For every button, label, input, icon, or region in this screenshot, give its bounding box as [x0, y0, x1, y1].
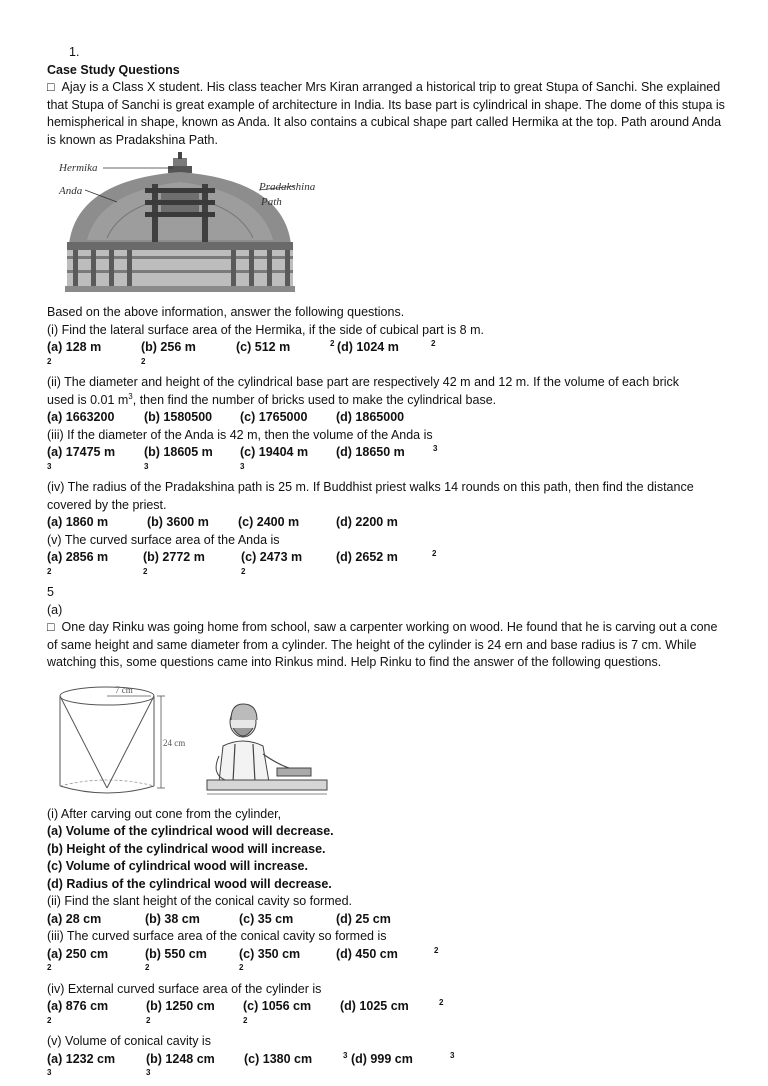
passage-text: Ajay is a Class X student. His class teacher Mrs Kiran arranged a historical trip to great Stupa of Sanchi. She explained that Stupa of Sanchi is great example of architecture in India. Its base part is cylindrical in shape. The dome of this stupa is hemispherical in shape, known as Anda. It also contains a cubical shape part called Hermika at the top. Path around Anda is known as Pradakshina Path.	[47, 80, 725, 147]
option-d: (d) 1025 cm $^2$	[340, 997, 444, 1013]
option-a: (a) 17475 $m^3$	[47, 445, 116, 471]
q1-ii-question-line2: used is 0.01 $m^3$, then find the number of bricks used to make the cylindrical base.	[47, 391, 497, 407]
option-c: (c) 2400 m	[238, 515, 300, 529]
option-a: (a) 28 cm	[47, 911, 102, 926]
q2-i-option-c: (c) Volume of cylindrical wood will increase.	[47, 859, 308, 873]
q2-iv-question: (iv) External curved surface area of the cylinder is	[47, 981, 322, 996]
option-a: (a) 876 $cm^2$	[47, 999, 109, 1025]
option-c: (c) 1380 cm $^3$	[244, 1050, 348, 1066]
q2-i-option-a: (a) Volume of the cylindrical wood will decrease.	[47, 824, 334, 838]
checkbox-glyph-icon: □	[47, 620, 55, 634]
instructions: Based on the above information, answer the following questions.	[47, 305, 405, 319]
checkbox-glyph-icon: □	[47, 80, 55, 94]
q1-v-question: (v) The curved surface area of the Anda is	[47, 532, 280, 547]
option-c: (c) 19404 $m^3$	[240, 445, 309, 471]
option-b: (b) 1250 $cm^2$	[146, 999, 215, 1025]
option-a: (a) 250 $cm^2$	[47, 946, 109, 972]
option-b: (b) 1248 $cm^3$	[146, 1051, 215, 1077]
option-d: (d) 2652 m $^2$	[336, 548, 437, 564]
stray-label: (a)	[47, 602, 63, 617]
passage-text: One day Rinku was going home from school, saw a carpenter working on wood. He found that he is carving out a cone of same height and same diameter from a cylinder. The height of the cylinder is 24 ern and base radius is 7 cm. While watching this, some questions came into Rinkus mind. Help Rinku to find the answer of the following questions.	[47, 620, 718, 669]
q2-iii-options	[47, 946, 727, 981]
q1-iv-question: (iv) The radius of the Pradakshina path is 25 m. If Buddhist priest walks 14 rounds on this path, then find the distance covered by the priest.	[47, 480, 694, 512]
stupa-figure	[47, 152, 727, 304]
case-study-2-passage	[47, 619, 727, 672]
q2-i-option-d: (d) Radius of the cylindrical wood will decrease.	[47, 876, 332, 891]
option-d: (d) 1865000	[336, 410, 405, 424]
option-c: (c) 512 m $^2$	[236, 338, 335, 354]
q1-iii-question: (iii) If the diameter of the Anda is 42 m, then the volume of the Anda is	[47, 427, 433, 442]
option-a: (a) 128 $m^2$	[47, 340, 102, 366]
option-b: (b) 550 $cm^2$	[145, 946, 207, 972]
option-a: (a) 1663200	[47, 410, 115, 424]
height-label: 24 cm	[163, 737, 186, 748]
pradakshina-label-line2: Path	[261, 196, 282, 208]
option-c: (c) 1765000	[240, 410, 308, 424]
option-a: (a) 1232 $cm^3$	[47, 1051, 116, 1077]
q1-i-question: (i) Find the lateral surface area of the Hermika, if the side of cubical part is 8 m.	[47, 322, 484, 337]
q2-iii-question: (iii) The curved surface area of the conical cavity so formed is	[47, 929, 387, 943]
option-d: (d) 18650 m $^3$	[336, 443, 438, 459]
q2-ii-options	[47, 911, 727, 929]
q1-iii-options	[47, 444, 727, 479]
option-d: (d) 25 cm	[336, 911, 391, 926]
radius-label: 7 cm	[115, 684, 133, 695]
pradakshina-label-line1: Pradakshina	[259, 181, 316, 193]
option-c: (c) 2473 $m^2$	[241, 550, 303, 576]
q2-v-options	[47, 1051, 727, 1086]
q2-ii-question: (ii) Find the slant height of the conical cavity so formed.	[47, 894, 353, 908]
option-d: (d) 1024 m $^2$	[337, 338, 436, 354]
section-heading: Case Study Questions	[47, 62, 180, 77]
hermika-label: Hermika	[59, 162, 98, 174]
q2-i-option-b: (b) Height of the cylindrical wood will increase.	[47, 841, 326, 856]
option-b: (b) 18605 $m^3$	[144, 445, 213, 471]
q1-ii-question-line1: (ii) The diameter and height of the cylindrical base part are respectively 42 m and 12 m. If the volume of each brick	[47, 375, 680, 389]
option-b: (b) 3600 m	[147, 515, 209, 529]
option-d: (d) 450 cm $^2$	[336, 945, 439, 961]
q2-i-question: (i) After carving out cone from the cylinder,	[47, 806, 282, 821]
option-a: (a) 2856 $m^2$	[47, 550, 109, 576]
option-b: (b) 2772 $m^2$	[143, 550, 205, 576]
option-d: (d) 999 cm $^3$	[351, 1050, 455, 1066]
q1-iv-options	[47, 514, 727, 532]
q2-v-question: (v) Volume of conical cavity is	[47, 1034, 211, 1048]
q1-i-options	[47, 339, 727, 374]
option-c: (c) 35 cm	[239, 911, 294, 926]
option-a: (a) 1860 m	[47, 515, 109, 529]
option-c: (c) 1056 $cm^2$	[243, 999, 312, 1025]
q1-v-options	[47, 549, 727, 584]
option-b: (b) 38 cm	[145, 911, 200, 926]
stray-number: 5	[47, 585, 54, 599]
option-c: (c) 350 $cm^2$	[239, 946, 301, 972]
stupa-illustration	[47, 152, 337, 304]
question-number: 1.	[69, 45, 80, 59]
cylinder-cone-figure	[47, 684, 727, 806]
option-b: (b) 1580500	[144, 410, 213, 424]
q1-ii-options	[47, 409, 727, 427]
cylinder-cone-illustration	[47, 684, 347, 806]
case-study-1-passage	[47, 79, 727, 149]
option-b: (b) 256 $m^2$	[141, 340, 196, 366]
option-d: (d) 2200 m	[336, 515, 398, 529]
document-page	[47, 44, 727, 1086]
q2-iv-options	[47, 998, 727, 1033]
anda-label: Anda	[59, 185, 83, 197]
